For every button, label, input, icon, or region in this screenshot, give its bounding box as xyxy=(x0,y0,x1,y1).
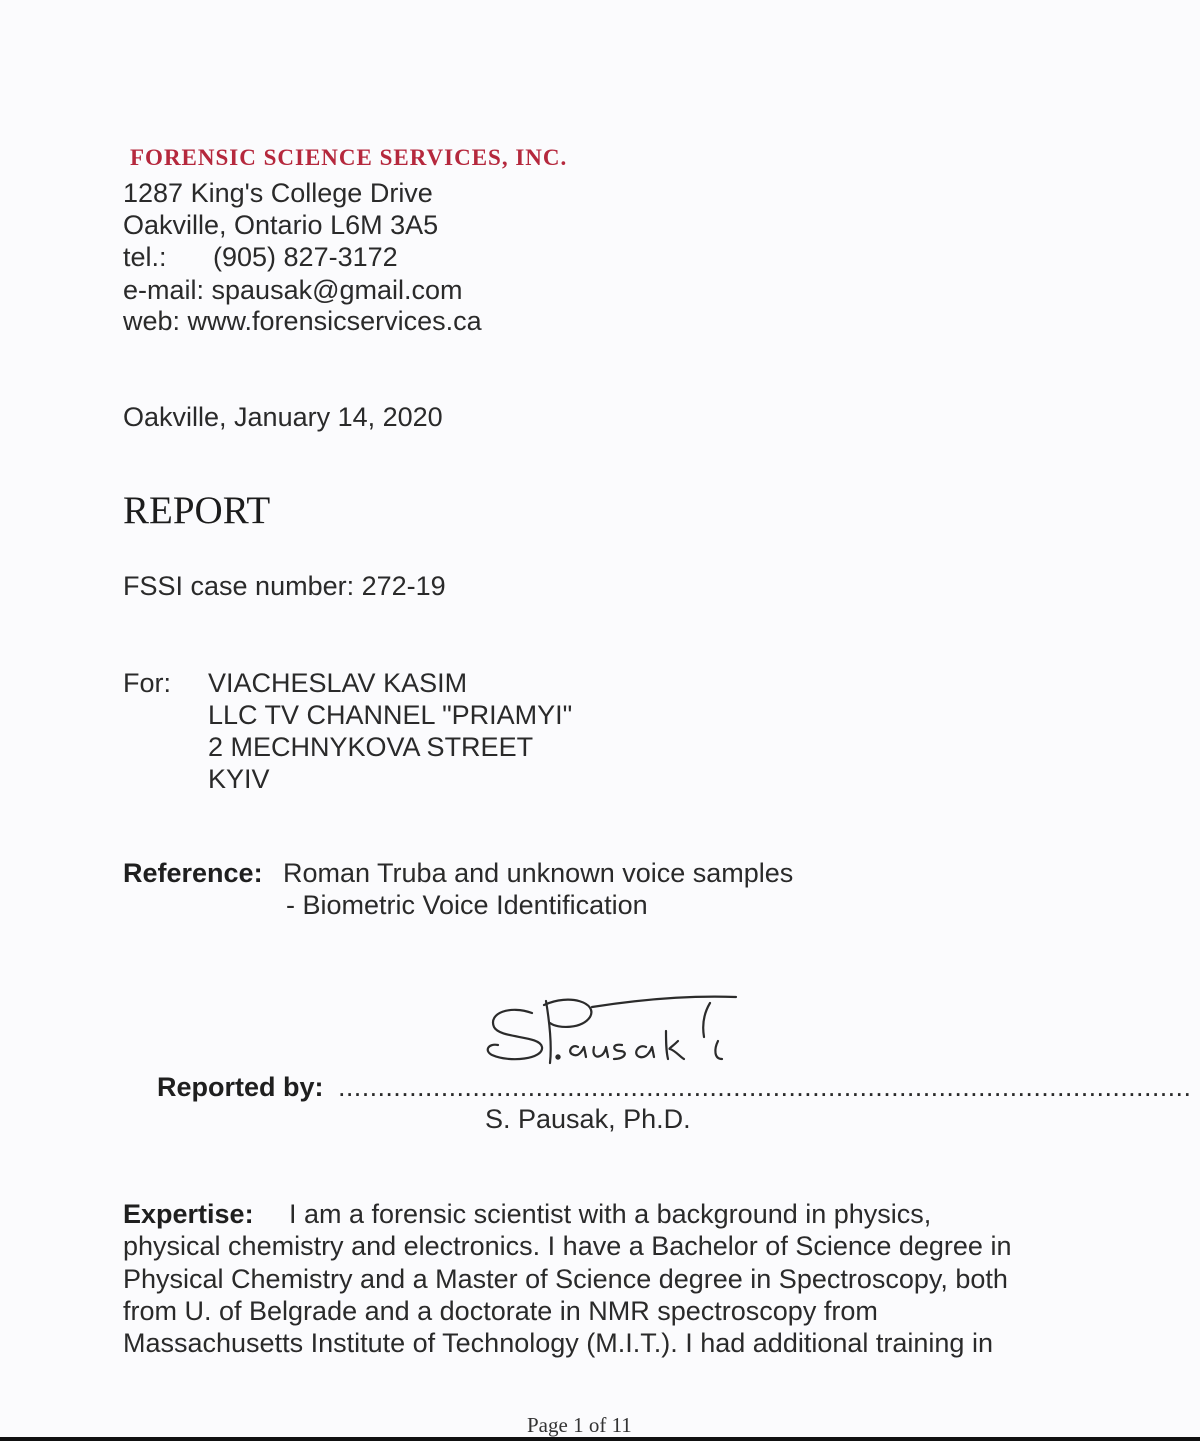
case-number: FSSI case number: 272-19 xyxy=(123,571,446,601)
page-number: Page 1 of 11 xyxy=(527,1413,632,1437)
signer-name: S. Pausak, Ph.D. xyxy=(485,1104,691,1134)
web-line: web: www.forensicservices.ca xyxy=(123,306,482,336)
report-title: REPORT xyxy=(123,489,271,532)
expertise-line: I am a forensic scientist with a background in physics, xyxy=(289,1199,932,1229)
company-name: FORENSIC SCIENCE SERVICES, INC. xyxy=(130,145,568,170)
date-line: Oakville, January 14, 2020 xyxy=(123,402,443,432)
recipient-label: For: xyxy=(123,668,172,698)
expertise-line: from U. of Belgrade and a doctorate in NMR spectroscopy from xyxy=(123,1296,878,1326)
tel-label: tel.: xyxy=(123,242,167,272)
email-line: e-mail: spausak@gmail.com xyxy=(123,275,463,305)
reported-by-label: Reported by: xyxy=(157,1072,324,1102)
signature-image xyxy=(480,985,750,1070)
reference-line-2: - Biometric Voice Identification xyxy=(286,890,648,920)
bottom-border xyxy=(0,1437,1200,1441)
recipient-line: 2 MECHNYKOVA STREET xyxy=(208,732,534,762)
address-line-2: Oakville, Ontario L6M 3A5 xyxy=(123,210,439,240)
expertise-line: Physical Chemistry and a Master of Science degree in Spectroscopy, both xyxy=(123,1264,1008,1294)
expertise-label: Expertise: xyxy=(123,1199,254,1229)
recipient-line: KYIV xyxy=(208,764,270,794)
reference-line-1: Roman Truba and unknown voice samples xyxy=(283,858,794,888)
expertise-line: Massachusetts Institute of Technology (M.I.T.). I had additional training in xyxy=(123,1328,993,1358)
expertise-line: physical chemistry and electronics. I have a Bachelor of Science degree in xyxy=(123,1231,1012,1261)
tel-value: (905) 827-3172 xyxy=(213,242,398,272)
signature-dotted-line: ............................................................................................................ xyxy=(338,1072,1192,1102)
recipient-line: VIACHESLAV KASIM xyxy=(208,668,468,698)
address-line-1: 1287 King's College Drive xyxy=(123,178,433,208)
recipient-line: LLC TV CHANNEL "PRIAMYI" xyxy=(208,700,573,730)
reference-label: Reference: xyxy=(123,858,263,888)
